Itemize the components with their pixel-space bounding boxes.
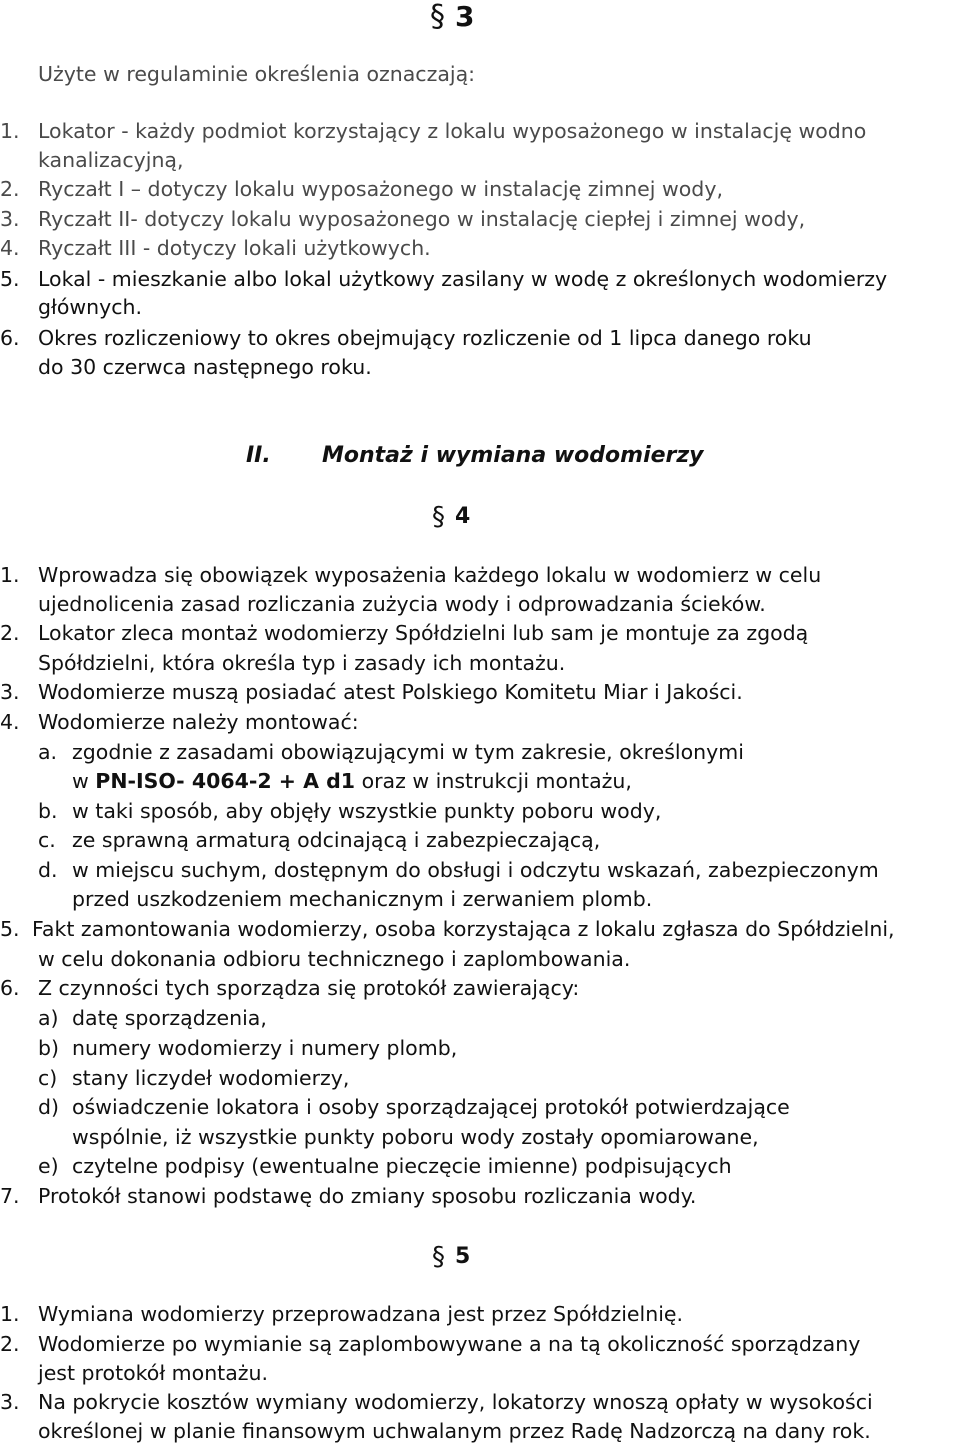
section-sign: § (432, 1242, 445, 1272)
document-page: § 3 Użyte w regulaminie określenia oznaczają: 1. Lokator - każdy podmiot korzystający z lokalu wyposażonego w instalację wodno kanalizacyjną, 2. Ryczałt I – dotyczy lokalu wyposażonego w instalację zimnej wody, 3. Ryczałt II- dotyczy lokalu wyposażonego w instalację ciepłej i zimnej wody, 4. Ryczałt III - dotyczy lokali użytkowych. 5. Lokal - mieszkanie albo lokal użytkowy zasilany w wodę z określonych wodomierzy głównych. 6. Okres rozliczeniowy to okres obejmujący rozliczenie od 1 lipca danego roku do 30 czerwca następnego roku. II. Montaż i wymiana wodomierzy § 4 1. Wprowadza się obowiązek wyposażenia każdego lokalu w wodomierz w celu ujednolicenia zasad rozliczania zużycia wody i odprowadzania ścieków. 2. Lokator zleca montaż wodomierzy Spółdzielni lub sam je montuje za zgodą Spółdzielni, która określa typ i zasady ich montażu. 3. Wodomierze muszą posiadać atest Polskiego Komitetu Miar i Jakości. 4. Wodomierze należy montować: a. zgodnie z zasadami obowiązującymi w tym zakresie, określonymi w PN-ISO- 4064-2 + A d1 oraz w instrukcji montażu, b. w taki sposób, aby objęły wszystkie punkty poboru wody, c. ze sprawną armaturą odcinającą i zabezpieczającą, d. w miejscu suchym, dostępnym do obsługi i odczytu wskazań, zabezpieczonym przed uszkodzeniem mechanicznym i zerwaniem plomb. 5. Fakt zamontowania wodomierzy, osoba korzystająca z lokalu zgłasza do Spółdzielni, w celu dokonania odbioru technicznego i zaplombowania. 6. Z czynności tych sporządza się protokół zawierający: a) datę sporządzenia, b) numery wodomierzy i numery plomb, c) stany liczydeł wodomierzy, d) oświadczenie lokatora i osoby sporządzającej protokół potwierdzające wspólnie, iż wszystkie punkty poboru wody zostały opomiarowane, e) czytelne podpisy (ewentualne pieczęcie imienne) podpisujących 7. Protokół stanowi podstawę do zmiany sposobu rozliczania wody. § 5 1. Wymiana wodomierzy przeprowadzana jest przez Spółdzielnię. 2. Wodomierze po wymianie są zaplombowywane a na tą okoliczność sporządzany jest protokół montażu. 3. Na pokrycie kosztów wymiany wodomierzy, lokatorzy wnoszą opłaty w wysokości określonej w planie finansowym uchwalanym przez Radę Nadzorczą na dany rok. (0, 0, 895, 1443)
section-sign: § (430, 0, 445, 34)
paragraph-3-heading (430, 2, 474, 32)
standard-reference: PN-ISO- 4064-2 + A d1 (95, 769, 356, 793)
paragraph-number: 3 (455, 0, 475, 33)
section-sign: § (432, 502, 445, 532)
section-title: Montaż i wymiana wodomierzy (322, 443, 704, 468)
paragraph-4-heading (432, 502, 470, 532)
paragraph-5-heading (432, 1242, 470, 1272)
paragraph-number: 5 (455, 1244, 471, 1269)
paragraph-number: 4 (455, 504, 471, 529)
section-number: II. (246, 443, 271, 468)
